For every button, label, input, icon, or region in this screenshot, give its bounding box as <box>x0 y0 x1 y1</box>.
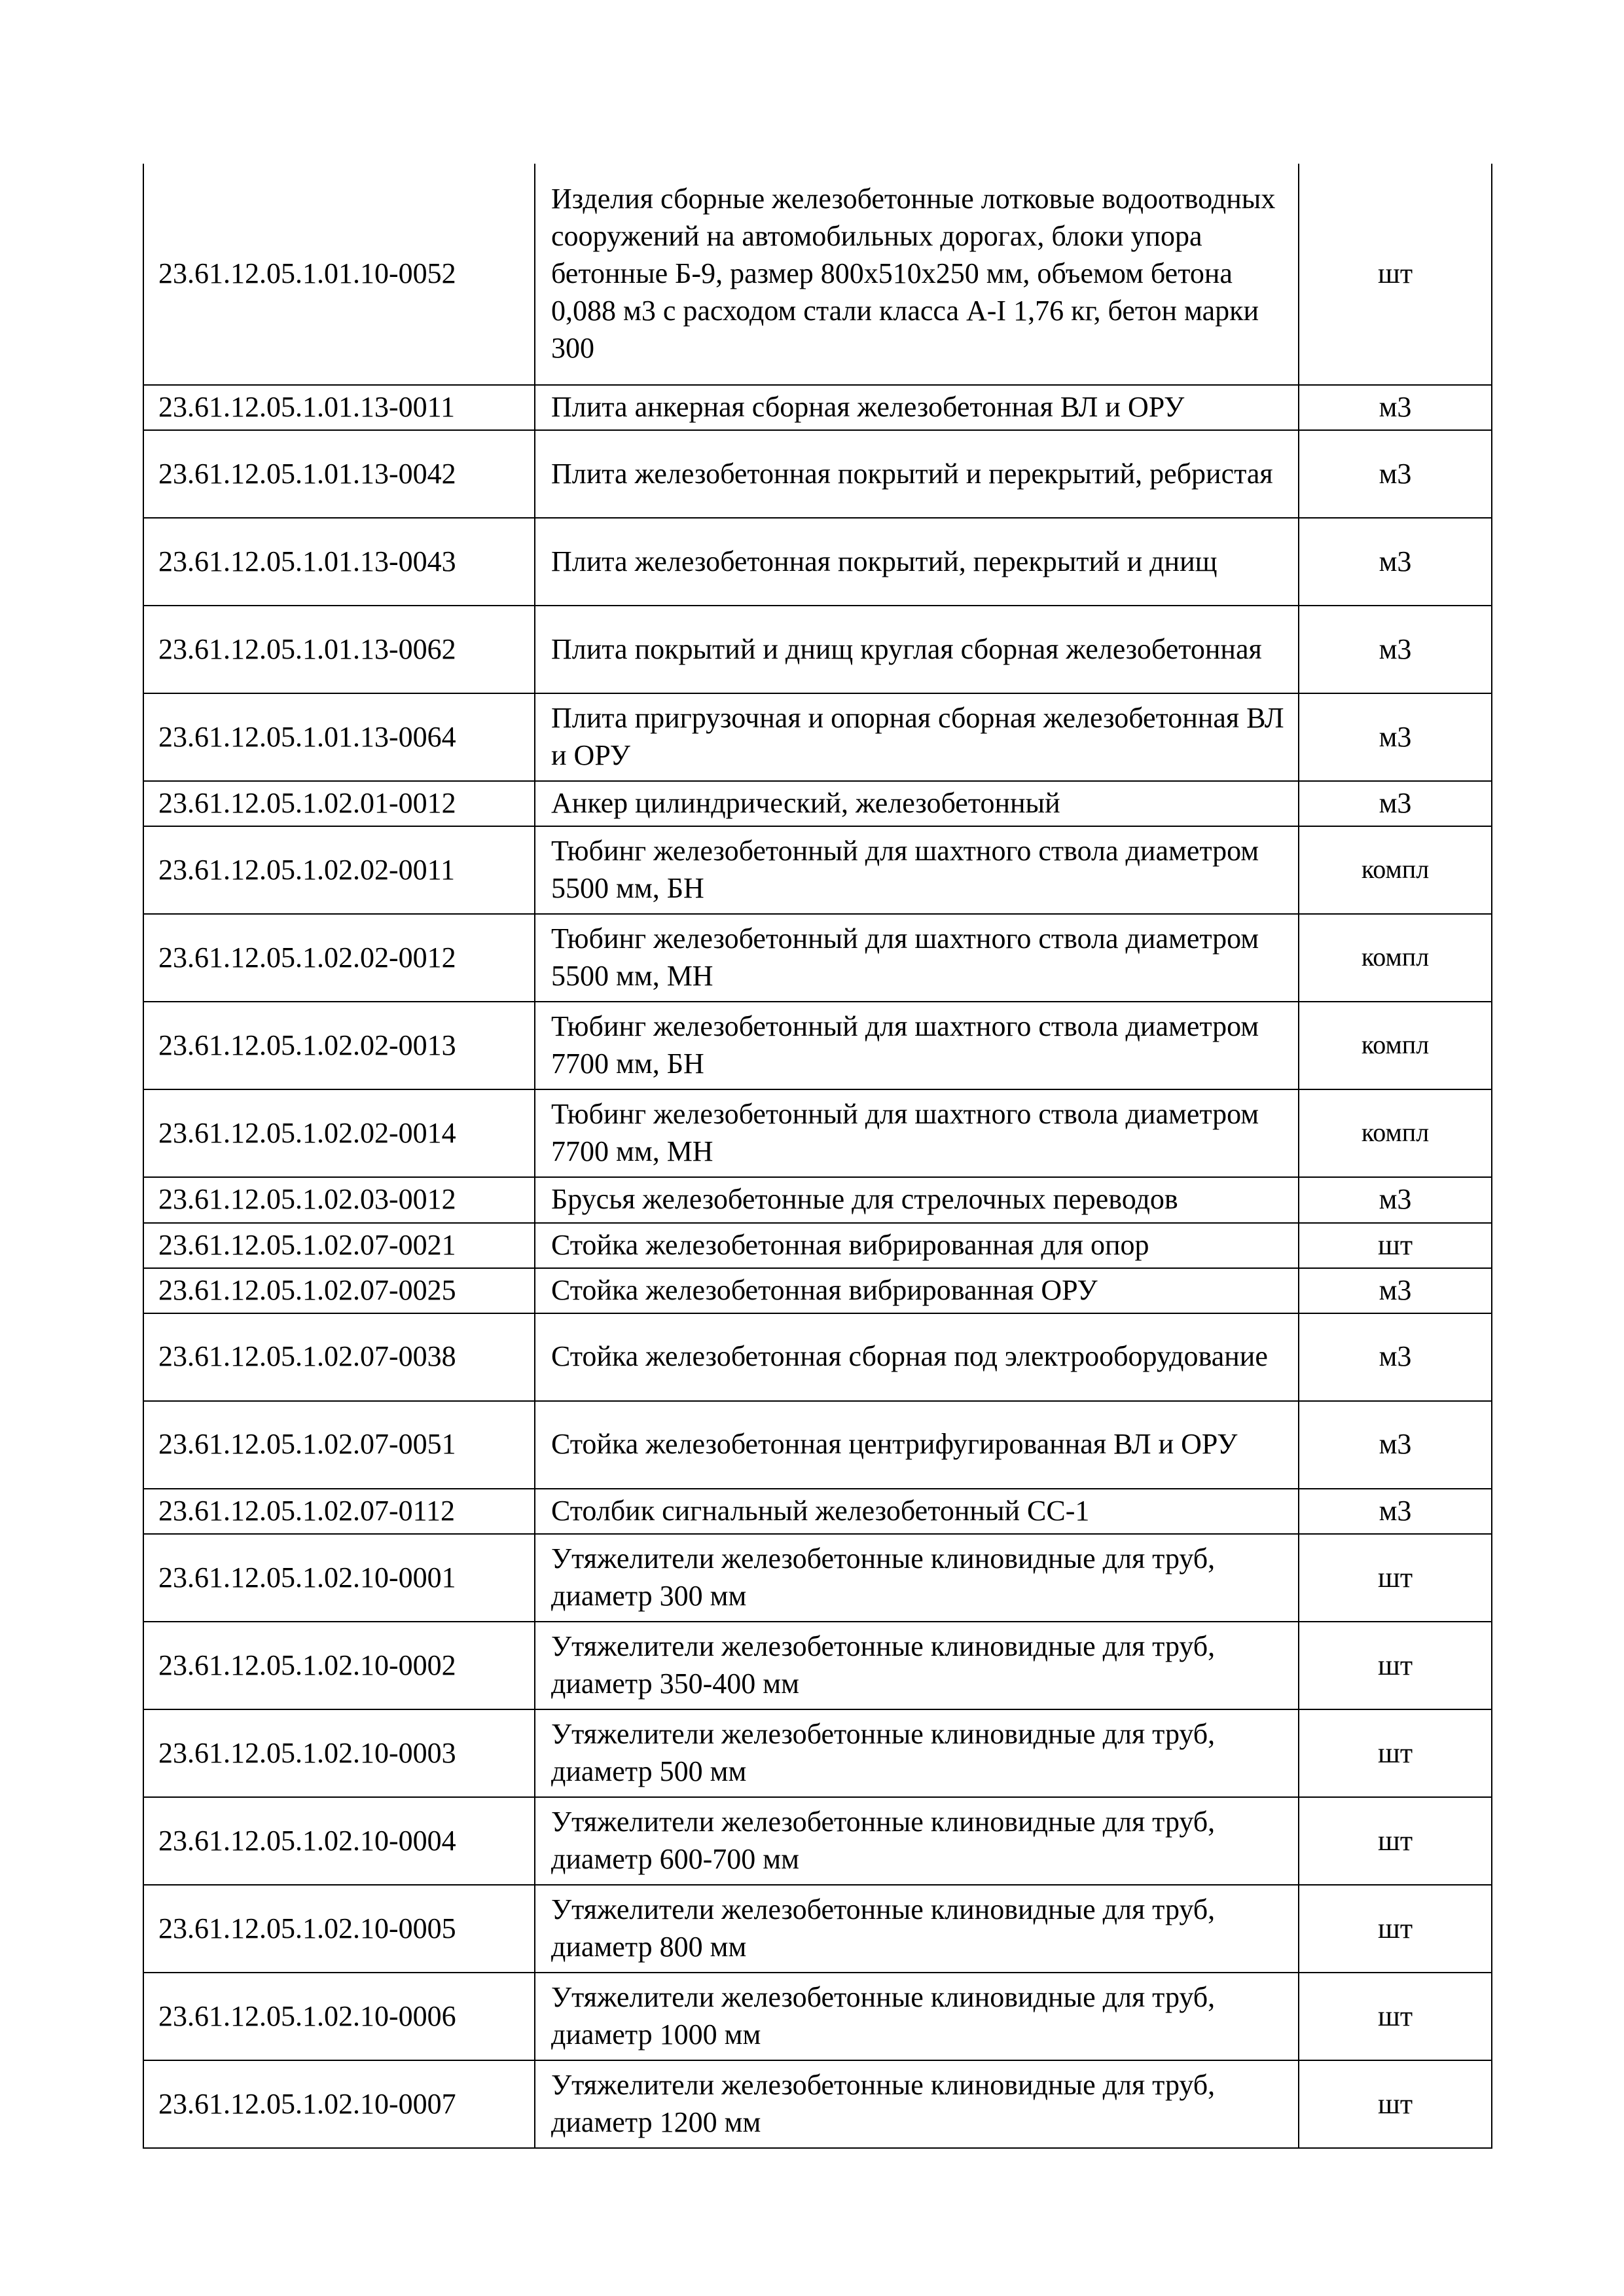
unit-cell: шт <box>1299 2060 1492 2148</box>
table-row <box>143 1089 1492 1177</box>
table-row <box>143 1489 1492 1534</box>
resource-name-cell: Утяжелители железобетонные клиновидные для труб, диаметр 300 мм <box>535 1534 1299 1622</box>
resource-code-cell: 23.61.12.05.1.01.13-0042 <box>143 430 535 518</box>
resource-code-cell: 23.61.12.05.1.02.07-0038 <box>143 1313 535 1401</box>
table-row <box>143 1885 1492 1973</box>
resource-name-cell: Стойка железобетонная вибрированная ОРУ <box>535 1268 1299 1313</box>
resource-code-cell: 23.61.12.05.1.01.13-0043 <box>143 518 535 606</box>
table-row <box>143 2060 1492 2148</box>
unit-cell: компл <box>1299 826 1492 914</box>
resource-name-cell: Стойка железобетонная сборная под электрооборудование <box>535 1313 1299 1401</box>
resource-code-cell: 23.61.12.05.1.02.02-0011 <box>143 826 535 914</box>
resource-name-cell: Тюбинг железобетонный для шахтного ствола диаметром 7700 мм, МН <box>535 1089 1299 1177</box>
resource-name-cell: Столбик сигнальный железобетонный СС-1 <box>535 1489 1299 1534</box>
table-row <box>143 1223 1492 1268</box>
resource-code-cell: 23.61.12.05.1.02.02-0013 <box>143 1002 535 1089</box>
resource-name-cell: Плита анкерная сборная железобетонная ВЛ и ОРУ <box>535 385 1299 430</box>
unit-cell: шт <box>1299 1797 1492 1885</box>
unit-cell: м3 <box>1299 1177 1492 1222</box>
table-row <box>143 430 1492 518</box>
table-row <box>143 693 1492 781</box>
table-row <box>143 781 1492 826</box>
table-row <box>143 1973 1492 2060</box>
unit-cell: м3 <box>1299 781 1492 826</box>
table-row <box>143 606 1492 693</box>
table-row <box>143 518 1492 606</box>
table-row <box>143 385 1492 430</box>
resource-code-cell: 23.61.12.05.1.02.02-0012 <box>143 914 535 1002</box>
resource-code-cell: 23.61.12.05.1.01.13-0064 <box>143 693 535 781</box>
resource-name-cell: Утяжелители железобетонные клиновидные для труб, диаметр 1200 мм <box>535 2060 1299 2148</box>
unit-cell: м3 <box>1299 1401 1492 1489</box>
table-row <box>143 1002 1492 1089</box>
resource-code-cell: 23.61.12.05.1.02.10-0006 <box>143 1973 535 2060</box>
table-row <box>143 1177 1492 1222</box>
resource-name-cell: Анкер цилиндрический, железобетонный <box>535 781 1299 826</box>
unit-cell: шт <box>1299 1973 1492 2060</box>
resource-name-cell: Плита железобетонная покрытий, перекрытий и днищ <box>535 518 1299 606</box>
resource-name-cell: Утяжелители железобетонные клиновидные для труб, диаметр 350-400 мм <box>535 1622 1299 1709</box>
unit-cell: м3 <box>1299 430 1492 518</box>
table-row <box>143 1534 1492 1622</box>
resource-name-cell: Плита пригрузочная и опорная сборная железобетонная ВЛ и ОРУ <box>535 693 1299 781</box>
resource-code-cell: 23.61.12.05.1.02.10-0002 <box>143 1622 535 1709</box>
resource-code-cell: 23.61.12.05.1.02.10-0005 <box>143 1885 535 1973</box>
resource-table <box>143 164 1492 2149</box>
resource-name-cell: Тюбинг железобетонный для шахтного ствола диаметром 5500 мм, МН <box>535 914 1299 1002</box>
resource-code-cell: 23.61.12.05.1.02.07-0021 <box>143 1223 535 1268</box>
resource-code-cell: 23.61.12.05.1.01.13-0011 <box>143 385 535 430</box>
unit-cell: м3 <box>1299 1313 1492 1401</box>
table-row <box>143 1797 1492 1885</box>
resource-code-cell: 23.61.12.05.1.02.03-0012 <box>143 1177 535 1222</box>
unit-cell: шт <box>1299 1223 1492 1268</box>
unit-cell: шт <box>1299 1709 1492 1797</box>
resource-code-cell: 23.61.12.05.1.02.10-0001 <box>143 1534 535 1622</box>
unit-cell: компл <box>1299 914 1492 1002</box>
unit-cell: м3 <box>1299 1268 1492 1313</box>
unit-cell: компл <box>1299 1002 1492 1089</box>
resource-name-cell: Утяжелители железобетонные клиновидные для труб, диаметр 500 мм <box>535 1709 1299 1797</box>
table-row <box>143 914 1492 1002</box>
unit-cell: м3 <box>1299 693 1492 781</box>
resource-code-cell: 23.61.12.05.1.02.10-0007 <box>143 2060 535 2148</box>
resource-table-body <box>143 164 1492 2148</box>
resource-name-cell: Стойка железобетонная вибрированная для опор <box>535 1223 1299 1268</box>
resource-code-cell: 23.61.12.05.1.01.10-0052 <box>143 164 535 385</box>
unit-cell: шт <box>1299 1622 1492 1709</box>
resource-name-cell: Брусья железобетонные для стрелочных переводов <box>535 1177 1299 1222</box>
resource-code-cell: 23.61.12.05.1.02.07-0051 <box>143 1401 535 1489</box>
resource-code-cell: 23.61.12.05.1.02.07-0025 <box>143 1268 535 1313</box>
resource-name-cell: Плита покрытий и днищ круглая сборная железобетонная <box>535 606 1299 693</box>
resource-name-cell: Тюбинг железобетонный для шахтного ствола диаметром 5500 мм, БН <box>535 826 1299 914</box>
unit-cell: м3 <box>1299 385 1492 430</box>
table-row <box>143 1313 1492 1401</box>
resource-code-cell: 23.61.12.05.1.02.10-0004 <box>143 1797 535 1885</box>
table-row <box>143 164 1492 385</box>
unit-cell: м3 <box>1299 606 1492 693</box>
resource-name-cell: Утяжелители железобетонные клиновидные для труб, диаметр 800 мм <box>535 1885 1299 1973</box>
table-row <box>143 1401 1492 1489</box>
resource-code-cell: 23.61.12.05.1.02.10-0003 <box>143 1709 535 1797</box>
unit-cell: м3 <box>1299 518 1492 606</box>
resource-name-cell: Утяжелители железобетонные клиновидные для труб, диаметр 600-700 мм <box>535 1797 1299 1885</box>
table-row <box>143 1709 1492 1797</box>
table-row <box>143 1268 1492 1313</box>
resource-code-cell: 23.61.12.05.1.02.01-0012 <box>143 781 535 826</box>
unit-cell: м3 <box>1299 1489 1492 1534</box>
unit-cell: шт <box>1299 1885 1492 1973</box>
resource-name-cell: Стойка железобетонная центрифугированная ВЛ и ОРУ <box>535 1401 1299 1489</box>
resource-code-cell: 23.61.12.05.1.02.02-0014 <box>143 1089 535 1177</box>
unit-cell: шт <box>1299 164 1492 385</box>
table-row <box>143 1622 1492 1709</box>
resource-name-cell: Плита железобетонная покрытий и перекрытий, ребристая <box>535 430 1299 518</box>
resource-code-cell: 23.61.12.05.1.02.07-0112 <box>143 1489 535 1534</box>
unit-cell: компл <box>1299 1089 1492 1177</box>
resource-name-cell: Изделия сборные железобетонные лотковые водоотводных сооружений на автомобильных дорогах, блоки упора бетонные Б-9, размер 800x510x250 мм, объемом бетона 0,088 м3 с расходом стали класса А-I 1,76 кг, бетон марки 300 <box>535 164 1299 385</box>
table-row <box>143 826 1492 914</box>
resource-name-cell: Тюбинг железобетонный для шахтного ствола диаметром 7700 мм, БН <box>535 1002 1299 1089</box>
resource-name-cell: Утяжелители железобетонные клиновидные для труб, диаметр 1000 мм <box>535 1973 1299 2060</box>
resource-code-cell: 23.61.12.05.1.01.13-0062 <box>143 606 535 693</box>
unit-cell: шт <box>1299 1534 1492 1622</box>
